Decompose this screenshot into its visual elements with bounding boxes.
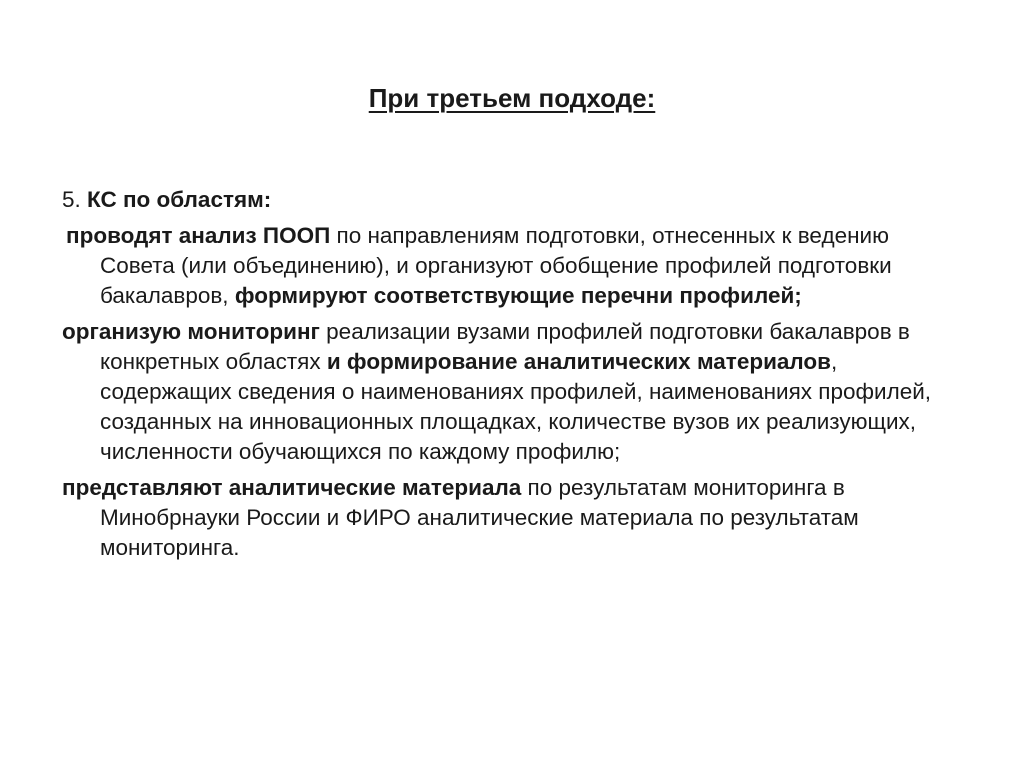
paragraph-1-bold-1: проводят анализ ПООП	[66, 223, 331, 248]
paragraph-3-text-1: по результатам мониторинга в Минобрнауки России и ФИРО аналитические материала по результатам мониторинга.	[100, 475, 859, 560]
paragraph-3	[62, 473, 962, 563]
paragraph-2-bold-2: и формирование аналитических материалов	[326, 349, 832, 374]
section-number: 5.	[62, 187, 81, 212]
slide-title-text: При третьем подходе:	[368, 83, 656, 113]
slide-body	[62, 185, 962, 569]
paragraph-1	[62, 221, 962, 311]
slide-title	[0, 78, 1024, 118]
paragraph-1-bold-2: формируют соответствующие перечни профилей;	[234, 283, 802, 308]
paragraph-3-bold-1: представляют аналитические материала	[62, 475, 522, 500]
paragraph-2	[62, 317, 962, 467]
paragraph-2-text-1: реализации вузами профилей подготовки бакалавров в конкретных областях	[100, 319, 910, 374]
paragraph-2-text-2: , содержащих сведения о наименованиях профилей, наименованиях профилей, созданных на инновационных площадках, количестве вузов их реализующих, численности обучающихся по каждому профилю;	[100, 349, 932, 464]
section-label: КС по областям:	[87, 187, 272, 212]
paragraph-2-bold-1: организую мониторинг	[62, 319, 320, 344]
section-heading	[62, 185, 962, 215]
paragraph-1-text-1: по направлениям подготовки, отнесенных к ведению Совета (или объединению), и организуют обобщение профилей подготовки бакалавров,	[100, 223, 892, 308]
